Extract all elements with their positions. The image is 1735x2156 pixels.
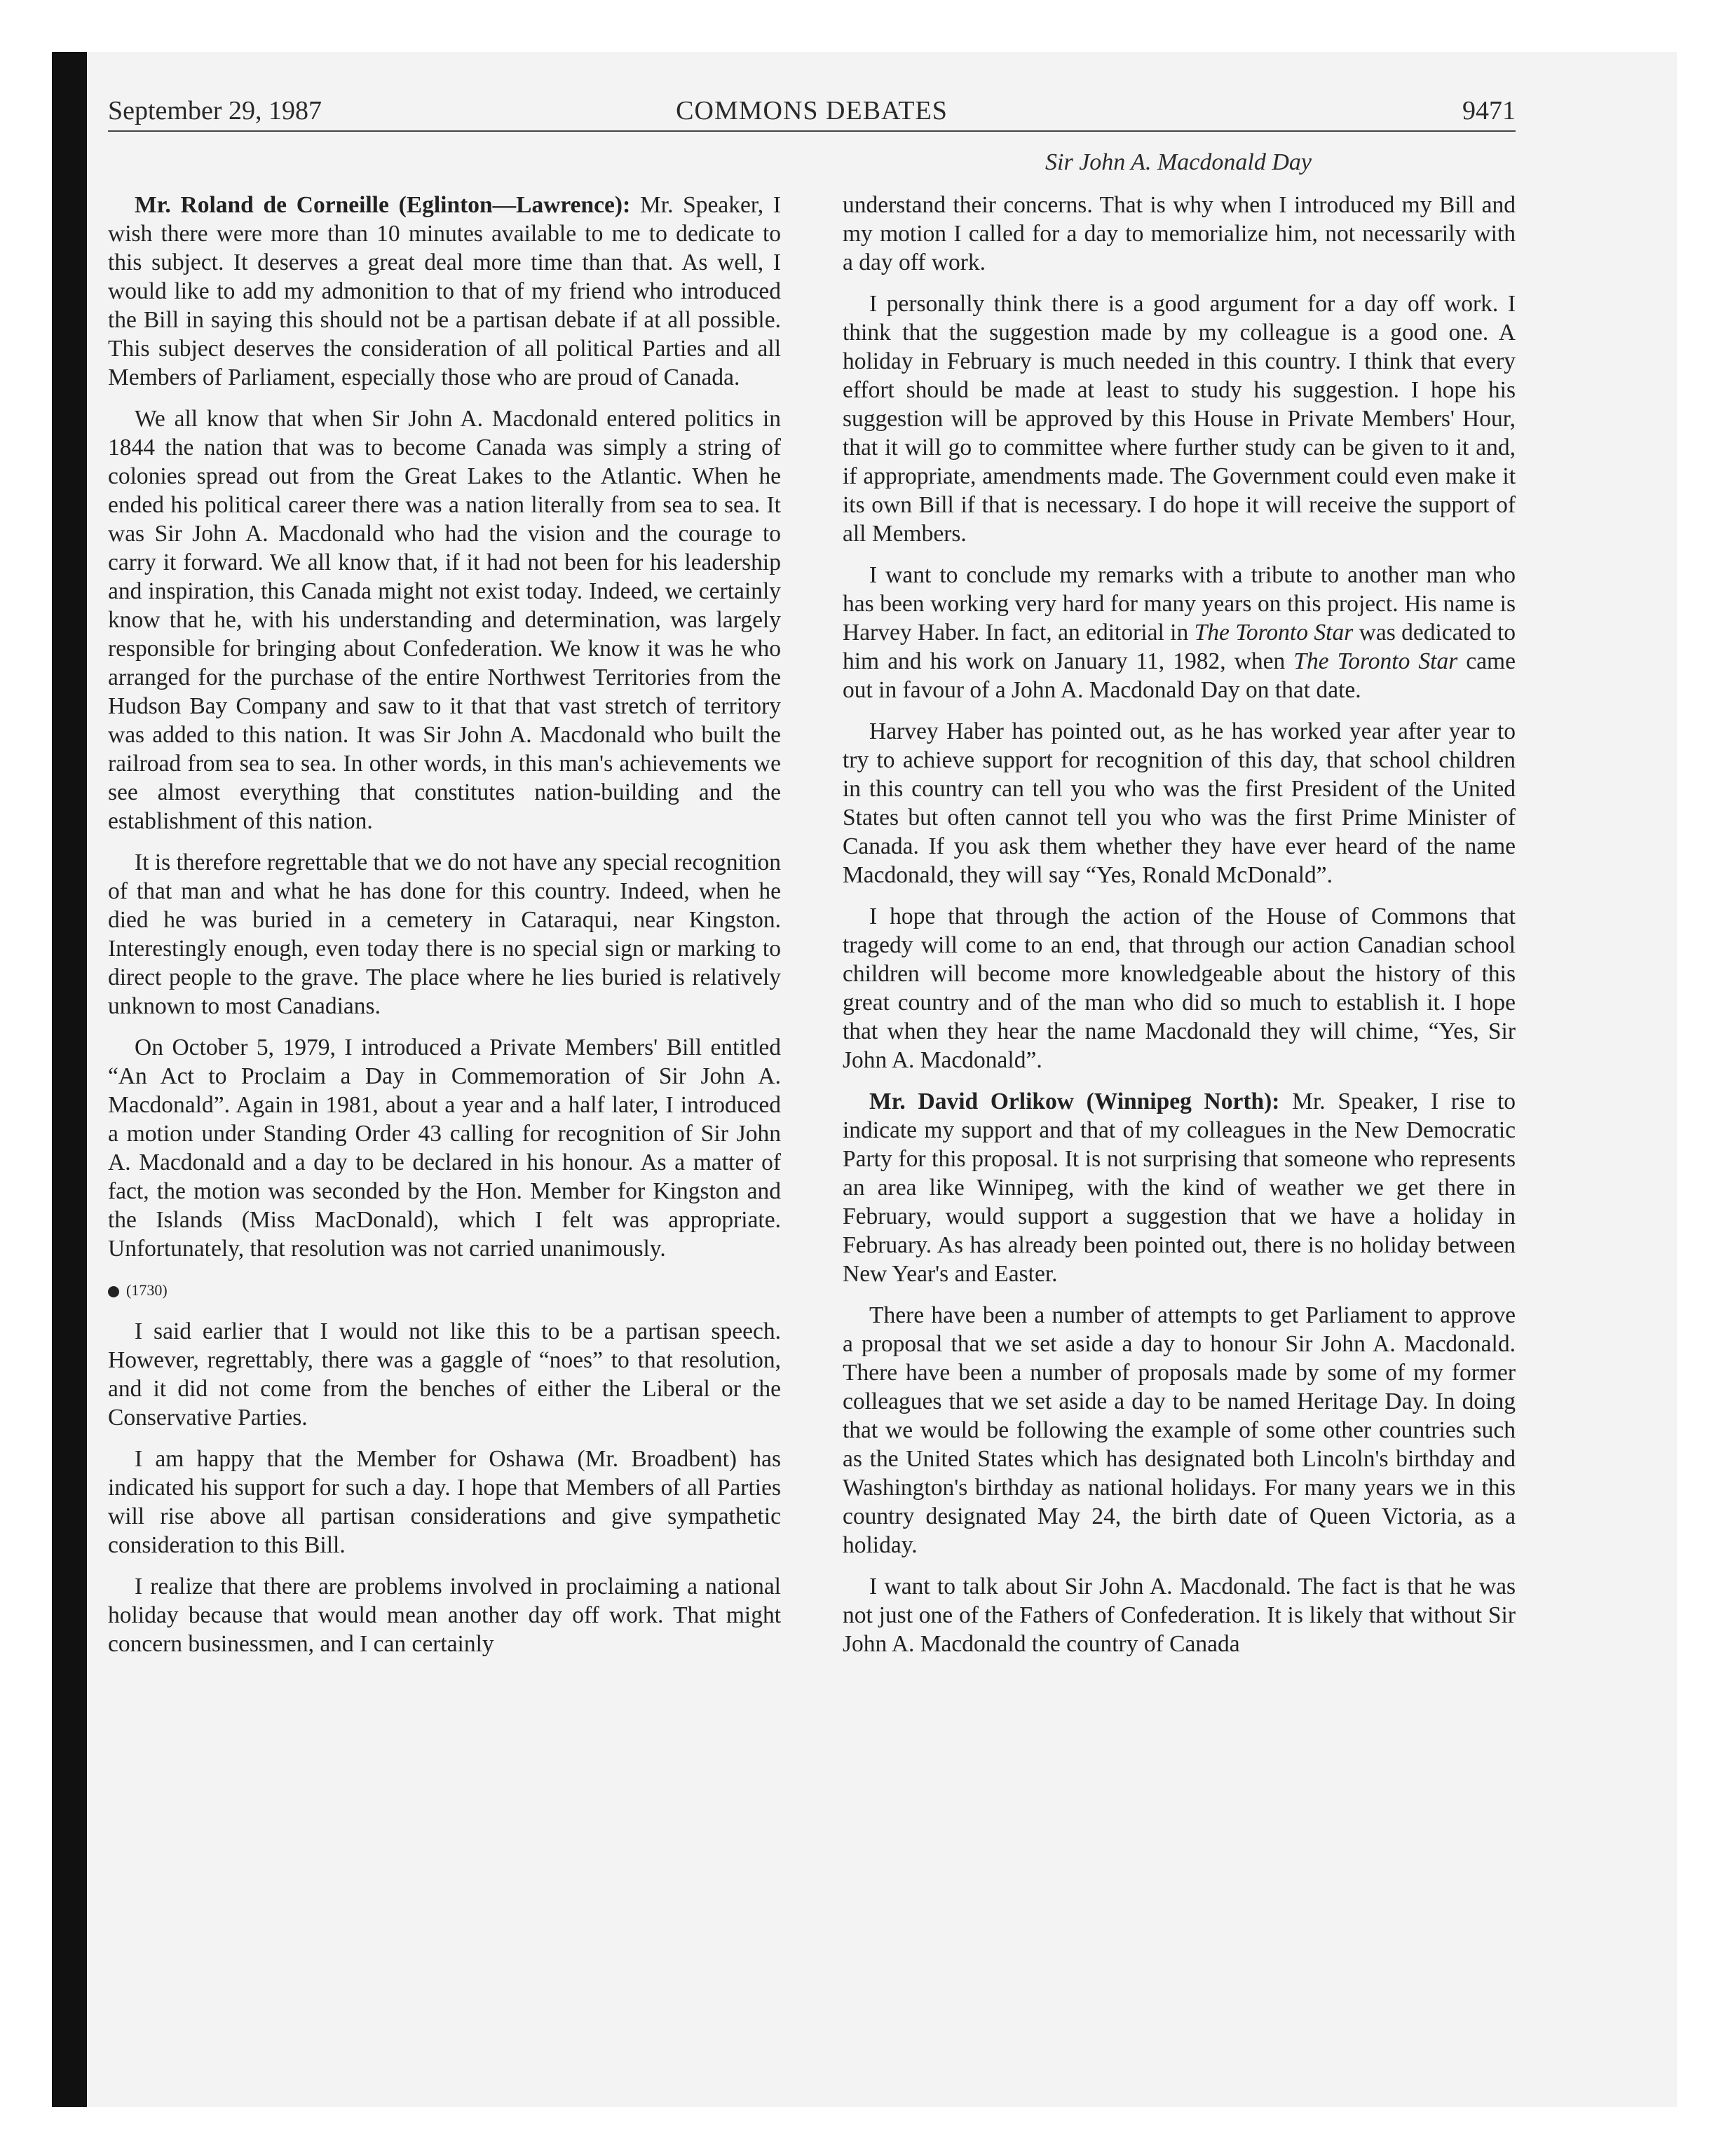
speaker-name: Mr. David Orlikow (Winnipeg North):: [869, 1089, 1280, 1114]
paragraph: [843, 1087, 1516, 1288]
header-date: September 29, 1987: [108, 96, 322, 125]
paragraph: [843, 561, 1516, 704]
newspaper-title: The Toronto Star: [1194, 620, 1354, 646]
paragraph: I realize that there are problems involved in proclaiming a national holiday because that would mean another day off work. That might concern businessmen, and I can certainly: [108, 1574, 781, 1657]
paragraph-text: Mr. Speaker, I wish there were more than 10 minutes available to me to dedicate to this subject. It deserves a great deal more time than that. As well, I would like to add my admonition to that of my friend who introduced the Bill in saying this should not be a partisan debate if at all possible. This subject deserves the consideration of all political Parties and all Members of Parliament, especially those who are proud of Canada.: [108, 192, 781, 390]
time-marker: [108, 1276, 781, 1304]
paragraph: Harvey Haber has pointed out, as he has worked year after year to try to achieve support for recognition of this day, that school children in this country can tell you who was the first President of the United States but often cannot tell you who was the first Prime Minister of Canada. If you ask them whether they have ever heard of the name Macdonald, they will say “Yes, Ronald McDonald”.: [843, 718, 1516, 888]
paragraph-text: I want to conclude my remarks with a tribute to another man who has been working very hard for many years on this project. His name is Harvey Haber. In fact, an editorial in: [843, 562, 1516, 646]
paragraph: understand their concerns. That is why when I introduced my Bill and my motion I called for a day to memorialize him, not necessarily with a day off work.: [843, 192, 1516, 275]
header-publication: COMMONS DEBATES: [676, 96, 948, 125]
paragraph-text: came out in favour of a John A. Macdonald Day on that date.: [843, 648, 1516, 703]
page-header: [108, 95, 1516, 135]
header-rule: [108, 130, 1516, 132]
bullet-icon: [108, 1286, 119, 1297]
left-column: [108, 191, 781, 1671]
paragraph: [108, 191, 781, 392]
paragraph-text: was dedicated to him and his work on January 11, 1982, when: [843, 620, 1516, 674]
newspaper-title: The Toronto Star: [1293, 648, 1458, 674]
paragraph: I want to talk about Sir John A. Macdonald. The fact is that he was not just one of the Fathers of Confederation. It is likely that without Sir John A. Macdonald the country of Canada: [843, 1574, 1516, 1657]
running-title: Sir John A. Macdonald Day: [1045, 149, 1312, 175]
paragraph: I am happy that the Member for Oshawa (Mr. Broadbent) has indicated his support for such a day. I hope that Members of all Parties will rise above all partisan considerations and give sympathetic consideration to this Bill.: [108, 1446, 781, 1558]
paragraph: I personally think there is a good argument for a day off work. I think that the suggestion made by my colleague is a good one. A holiday in February is much needed in this country. I think that every effort should be made at least to study his suggestion. I hope his suggestion will be approved by this House in Private Members' Hour, that it will go to committee where further study can be given to it and, if appropriate, amendments made. The Government could even make it its own Bill if that is necessary. I do hope it will receive the support of all Members.: [843, 291, 1516, 547]
speaker-name: Mr. Roland de Corneille (Eglinton—Lawrence):: [135, 192, 631, 218]
paragraph: There have been a number of attempts to get Parliament to approve a proposal that we set aside a day to honour Sir John A. Macdonald. There have been a number of proposals made by some of my former colleagues that we set aside a day to be named Heritage Day. In doing that we would be following the example of some other countries such as the United States which has designated both Lincoln's birthday and Washington's birthday as national holidays. For many years we in this country designated May 24, the birth date of Queen Victoria, as a holiday.: [843, 1302, 1516, 1558]
paragraph: On October 5, 1979, I introduced a Private Members' Bill entitled “An Act to Proclaim a Day in Commemoration of Sir John A. Macdonald”. Again in 1981, about a year and a half later, I introduced a motion under Standing Order 43 calling for recognition of Sir John A. Macdonald and a day to be declared in his honour. As a matter of fact, the motion was seconded by the Hon. Member for Kingston and the Islands (Miss MacDonald), which I felt was appropriate. Unfortunately, that resolution was not carried unanimously.: [108, 1035, 781, 1262]
header-page-number: 9471: [1462, 96, 1516, 125]
paragraph: It is therefore regrettable that we do not have any special recognition of that man and what he has done for this country. Indeed, when he died he was buried in a cemetery in Cataraqui, near Kingston. Interestingly enough, even today there is no special sign or marking to direct people to the grave. The place where he lies buried is relatively unknown to most Canadians.: [108, 850, 781, 1019]
time-marker-text: (1730): [126, 1281, 168, 1299]
paragraph: We all know that when Sir John A. Macdonald entered politics in 1844 the nation that was to become Canada was simply a string of colonies spread out from the Great Lakes to the Atlantic. When he ended his political career there was a nation literally from sea to sea. It was Sir John A. Macdonald who had the vision and the courage to carry it forward. We all know that, if it had not been for his leadership and inspiration, this Canada might not exist today. Indeed, we certainly know that he, with his understanding and determination, was largely responsible for bringing about Confederation. We know it was he who arranged for the purchase of the entire Northwest Territories from the Hudson Bay Company and saw to it that that vast stretch of territory was added to this nation. It was Sir John A. Macdonald who built the railroad from sea to sea. In other words, in this man's achievements we see almost everything that constitutes nation-building and the establishment of this nation.: [108, 406, 781, 834]
paragraph-text: Mr. Speaker, I rise to indicate my support and that of my colleagues in the New Democratic Party for this proposal. It is not surprising that someone who represents an area like Winnipeg, with the kind of weather we get there in February, would support a suggestion that we have a holiday in February. As has already been pointed out, there is no holiday between New Year's and Easter.: [843, 1089, 1516, 1287]
paragraph: I hope that through the action of the House of Commons that tragedy will come to an end, that through our action Canadian school children will become more knowledgeable about the history of this great country and of the man who did so much to establish it. I hope that when they hear the name Macdonald they will chime, “Yes, Sir John A. Macdonald”.: [843, 903, 1516, 1073]
scan-edge-shadow: [52, 52, 87, 2107]
right-column: [843, 191, 1516, 1671]
paragraph: I said earlier that I would not like this to be a partisan speech. However, regrettably, there was a gaggle of “noes” to that resolution, and it did not come from the benches of either the Liberal or the Conservative Parties.: [108, 1318, 781, 1431]
